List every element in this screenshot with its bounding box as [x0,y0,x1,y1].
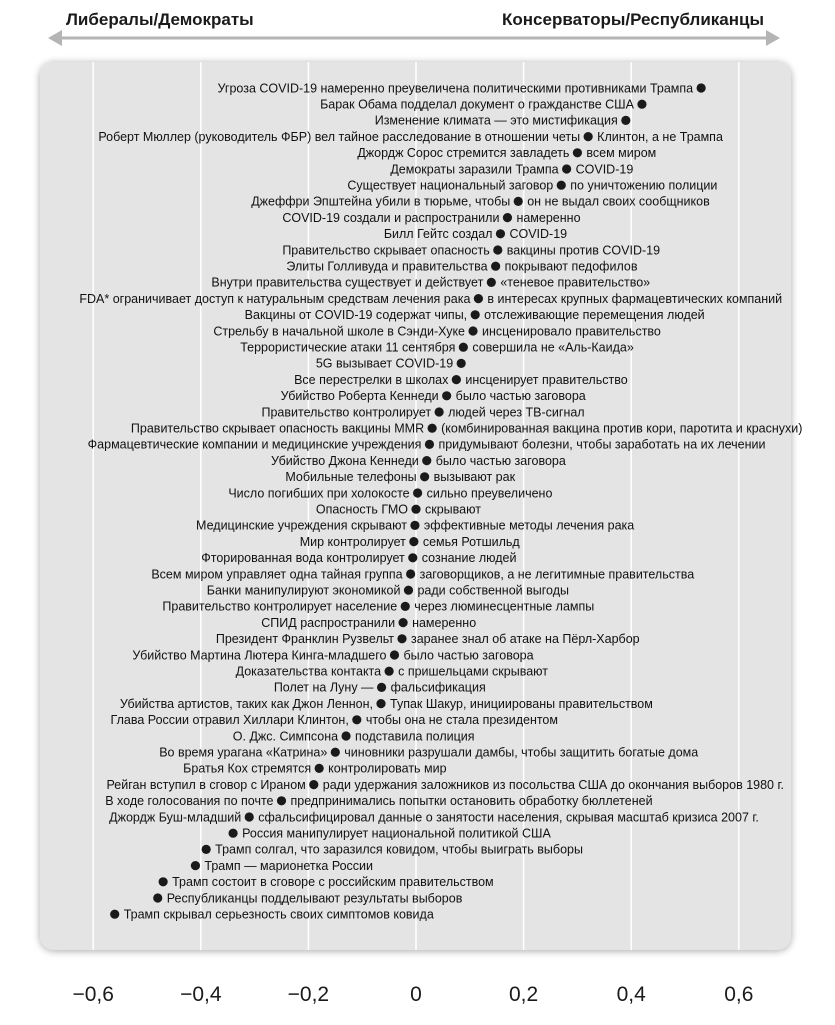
x-tick-label: −0,6 [72,983,114,1006]
point-label-right: (комбинированная вакцина против кори, паротита и краснухи) [441,421,803,436]
data-point-row [79,292,782,306]
data-point [159,877,168,886]
data-point-row [281,389,586,403]
data-point-row [384,227,567,241]
data-point-row [111,713,558,727]
arrow-right-head [766,30,780,46]
data-point-row [240,341,634,355]
point-label-right: намеренно [516,210,581,225]
header-left-label: Либералы/Демократы [66,10,254,29]
data-point [474,294,483,303]
data-point [503,213,512,222]
data-point [191,861,200,870]
point-label-right: Клинтон, а не Трампа [597,129,723,144]
data-point [228,829,237,838]
data-point [471,310,480,319]
data-point [697,83,706,92]
point-label-left: Убийство Роберта Кеннеди [280,389,439,404]
point-label-right: «теневое правительство» [500,275,651,290]
point-label-right: было частью заговора [455,389,586,404]
data-point-row [216,632,640,646]
x-tick-label: 0,4 [616,983,646,1006]
data-point [309,780,318,789]
point-label-right: подставила полиция [355,729,475,744]
data-point-row [132,648,533,662]
point-label-left: Вакцины от COVID-19 содержат чипы, [244,308,468,323]
data-point [425,440,434,449]
point-label-right: Трамп солгал, что заразился ковидом, чтобы выиграть выборы [215,842,583,857]
data-point [413,488,422,497]
data-point-row [320,98,646,112]
point-label-right: ради собственной выгоды [417,583,569,598]
point-label-right: покрывают педофилов [504,259,638,274]
point-label-left: Доказательства контакта [235,664,382,679]
x-tick-label: 0 [410,983,422,1006]
point-label-right: Республиканцы подделывают результаты выборов [166,891,463,906]
data-point-row [271,454,566,468]
point-label-left: Президент Франклин Рузвельт [215,632,395,647]
data-point [409,537,418,546]
point-label-left: СПИД распространили [261,615,396,630]
data-point-row [390,162,633,176]
data-point [487,278,496,287]
data-point [406,569,415,578]
point-label-left: Существует национальный заговор [347,178,554,193]
point-label-left: Джеффри Эпштейна убили в тюрьме, чтобы [251,194,511,209]
point-label-right: инсценировало правительство [482,324,661,339]
data-point-row [151,567,694,581]
data-point [459,343,468,352]
point-label-left: Полет на Луну — [273,680,374,695]
data-point-row [347,179,717,193]
data-point [621,116,630,125]
data-point [397,634,406,643]
data-point [491,262,500,271]
point-label-right: людей через ТВ-сигнал [448,405,585,420]
point-label-right: чтобы она не стала президентом [365,713,558,728]
point-label-right: Тупак Шакур, инициированы правительством [390,696,653,711]
point-label-right: сознание людей [421,551,517,566]
data-point-row [262,405,585,419]
data-point [385,667,394,676]
data-point [493,245,502,254]
point-label-right: вакцины против COVID-19 [506,243,661,258]
point-label-left: Джордж Сорос стремится завладеть [357,146,570,161]
x-tick-label: −0,4 [180,983,222,1006]
point-label-left: Убийство Мартина Лютера Кинга-младшего [132,648,387,663]
data-point-row [285,470,515,484]
point-label-right: заранее знал об атаке на Пёрл-Харбор [411,632,640,647]
data-point-row [316,357,466,371]
data-point [401,602,410,611]
point-label-left: Правительство контролирует население [162,599,398,614]
data-point [411,505,420,514]
point-label-left: Во время урагана «Катрина» [159,745,328,760]
point-label-left: Число погибших при холокосте [228,486,410,501]
data-point-row [109,810,759,824]
point-label-right: намеренно [412,615,477,630]
data-point [404,586,413,595]
point-label-right: семья Ротшильд [422,534,520,549]
point-label-right: чиновники разрушали дамбы, чтобы защитить богатые дома [344,745,699,760]
data-point-row [375,114,631,128]
point-label-right: Трамп скрывал серьезность своих симптомов ковида [123,907,434,922]
point-label-left: Фармацевтические компании и медицинские учреждения [87,437,422,452]
point-label-right: с пришельцами скрывают [398,664,548,679]
data-point [315,764,324,773]
direction-arrow [48,30,780,46]
point-label-right: было частью заговора [435,453,566,468]
point-label-left: Внутри правительства существует и действует [211,275,484,290]
data-point [110,910,119,919]
data-point-row [213,324,661,338]
data-point [277,796,286,805]
point-label-left: Стрельбу в начальной школе в Сэнди-Хуке [213,324,466,339]
point-label-right: отслеживающие перемещения людей [484,308,705,323]
point-label-right: заговорщиков, а не легитимные правительства [419,567,695,582]
point-label-right: он не выдал своих сообщников [527,194,710,209]
point-label-left: Демократы заразили Трампа [390,162,559,177]
point-label-right: COVID-19 [509,227,568,242]
point-label-left: Элиты Голливуда и правительства [286,259,488,274]
data-point-row [110,908,434,922]
point-label-left: Правительство скрывает опасность [282,243,490,258]
point-label-left: Медицинские учреждения скрывают [196,518,407,533]
data-point [245,812,254,821]
point-label-left: В ходе голосования по почте [105,794,274,809]
point-label-right: сильно преувеличено [426,486,553,501]
point-label-right: всем миром [586,146,657,161]
point-label-right: контролировать мир [328,761,447,776]
point-label-left: Опасность ГМО [315,502,408,517]
header-right-label: Консерваторы/Республиканцы [502,10,764,29]
data-point [408,553,417,562]
x-axis-ticks [72,983,753,1006]
x-tick-label: 0,2 [508,983,539,1006]
data-point [390,650,399,659]
point-label-left: Все перестрелки в школах [294,372,449,387]
point-label-left: Рейган вступил в сговор с Ираном [106,777,306,792]
point-label-left: Террористические атаки 11 сентября [240,340,456,355]
data-point [398,618,407,627]
data-point-row [228,827,551,841]
data-point-row [282,211,580,225]
point-label-right: скрывают [425,502,481,517]
point-label-right: в интересах крупных фармацевтических компаний [487,291,783,306]
data-point [573,148,582,157]
point-label-left: Угроза COVID-19 намеренно преувеличена политическими противниками Трампа [217,81,694,96]
data-point-row [159,746,698,760]
data-point [420,472,429,481]
data-point [468,326,477,335]
data-point [410,521,419,530]
data-point-row [251,195,710,209]
data-point-row [107,778,784,792]
data-point [331,748,340,757]
data-point-row [282,243,660,257]
data-point [376,699,385,708]
data-point [457,359,466,368]
data-point-row [207,584,569,598]
data-point-row [201,551,516,565]
point-label-left: Правительство скрывает опасность вакцины MMR [130,421,425,436]
point-label-left: Билл Гейтс создал [383,227,493,242]
point-label-right: фальсификация [390,680,486,695]
arrow-left-head [48,30,62,46]
data-point [442,391,451,400]
data-point [352,715,361,724]
point-label-left: Мир контролирует [299,534,406,549]
data-point-row [211,276,650,290]
data-point-row [286,260,637,274]
data-point-row [98,130,723,144]
point-label-right: по уничтожению полиции [570,178,718,193]
data-point [637,100,646,109]
point-label-right: предпринимались попытки остановить обработку бюллетеней [290,794,653,809]
point-label-left: Убийства артистов, таких как Джон Леннон, [119,696,374,711]
point-label-right: ради удержания заложников из посольства США до окончания выборов 1980 г. [322,777,784,792]
data-point-row [316,503,481,517]
point-label-left: Банки манипулируют экономикой [206,583,401,598]
data-point [422,456,431,465]
point-label-right: Россия манипулирует национальной политикой США [242,826,551,841]
data-point [341,731,350,740]
point-label-right: сфальсифицировал данные о занятости населения, скрывая масштаб кризиса 2007 г. [258,810,759,825]
point-label-right: Трамп состоит в сговоре с российским правительством [172,875,494,890]
data-point [377,683,386,692]
data-point [428,424,437,433]
point-label-right: придумывают болезни, чтобы заработать на их лечении [438,437,766,452]
point-label-left: Роберт Мюллер (руководитель ФБР) вел тайное расследование в отношении четы [98,129,581,144]
data-point-row [202,843,583,857]
data-point-row [357,146,656,160]
data-point-row [162,600,594,614]
data-point-row [131,422,803,436]
point-label-left: Убийство Джона Кеннеди [270,453,419,468]
data-point [562,164,571,173]
point-label-left: О. Джс. Симпсона [232,729,339,744]
data-point [496,229,505,238]
point-label-right: COVID-19 [575,162,634,177]
point-label-left: COVID-19 создали и распространили [282,210,500,225]
data-point-row [218,81,706,95]
data-point [452,375,461,384]
point-label-left: 5G вызывает COVID-19 [315,356,454,371]
point-label-right: через люминесцентные лампы [414,599,595,614]
data-point [514,197,523,206]
data-point [584,132,593,141]
point-label-right: инсценирует правительство [465,372,628,387]
data-point [202,845,211,854]
point-label-left: Глава России отравил Хиллари Клинтон, [110,713,349,728]
point-label-left: Братья Кох стремятся [183,761,312,776]
point-label-left: FDA* ограничивает доступ к натуральным средствам лечения рака [79,291,471,306]
point-label-left: Правительство контролирует [261,405,432,420]
data-point-row [191,859,373,873]
point-label-right: эффективные методы лечения рака [423,518,635,533]
data-point-row [159,875,494,889]
data-point-row [105,794,652,808]
point-label-left: Всем миром управляет одна тайная группа [151,567,403,582]
point-label-left: Изменение климата — это мистификация [374,113,618,128]
x-tick-label: 0,6 [724,983,754,1006]
data-point-row [228,486,552,500]
data-point [557,181,566,190]
data-point-row [153,891,463,905]
point-label-left: Джордж Буш-младший [109,810,242,825]
point-label-left: Барак Обама подделал документ о гражданстве США [320,97,634,112]
point-label-right: совершила не «Аль-Каида» [472,340,634,355]
point-label-right: вызывают рак [433,470,516,485]
x-tick-label: −0,2 [287,983,330,1006]
data-point [435,407,444,416]
point-label-left: Фторированная вода контролирует [201,551,405,566]
point-label-right: было частью заговора [403,648,534,663]
point-label-right: Трамп — марионетка России [204,858,374,873]
point-label-left: Мобильные телефоны [285,470,417,485]
data-point-row [261,616,476,630]
data-point [153,893,162,902]
